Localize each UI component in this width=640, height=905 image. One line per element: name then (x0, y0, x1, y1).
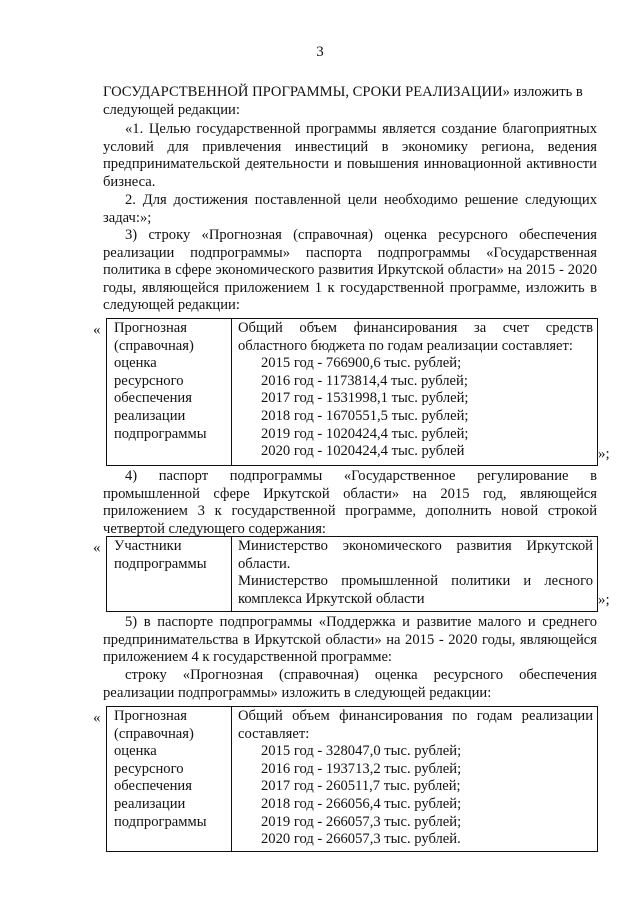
table3-left-line: Прогнозная (114, 708, 187, 724)
table1-open-quote: « (93, 322, 101, 338)
table2-right-line-1: Министерство экономического развития Иркутской области. (238, 538, 593, 572)
intro-line-1: ГОСУДАРСТВЕННОЙ ПРОГРАММЫ, СРОКИ РЕАЛИЗАЦИИ» изложить в (103, 84, 583, 100)
table3-left-line: ресурсного (114, 760, 184, 777)
item-5-paragraph: 5) в паспорте подпрограммы «Поддержка и развитие малого и среднего предпринимательства в Иркутской области» на 2015 - 2020 годы, являющейся приложением 4 к государственной программе: (103, 614, 597, 666)
table2-left-line: подпрограммы (114, 555, 207, 572)
table1-year-row: 2017 год - 1531998,1 тыс. рублей; (261, 390, 469, 407)
table3-year-row: 2019 год - 266057,3 тыс. рублей; (261, 813, 462, 830)
quote-goal-paragraph: «1. Целью государственной программы является создание благоприятных условий для привлечения инвестиций в экономику региона, ведения предпринимательской деятельности и повышения инновационной активности бизнеса. (103, 121, 597, 190)
table-1 (106, 318, 598, 466)
table1-left-text (114, 320, 227, 443)
table3-left-text (114, 708, 227, 831)
table3-left-cell (107, 707, 232, 851)
table1-left-cell (107, 319, 232, 465)
table3-year-row: 2016 год - 193713,2 тыс. рублей; (261, 760, 462, 777)
table1-left-line: оценка (114, 355, 157, 372)
table3-open-quote: « (93, 710, 101, 726)
table2-right-cell (232, 537, 597, 611)
table1-year-row: 2019 год - 1020424,4 тыс. рублей; (261, 425, 469, 442)
table3-left-line: подпрограммы (114, 813, 207, 830)
intro-line-2: следующей редакции: (103, 101, 240, 118)
table2-open-quote: « (93, 540, 101, 556)
table1-year-row: 2016 год - 1173814,4 тыс. рублей; (261, 372, 468, 389)
point-2-paragraph: 2. Для достижения поставленной цели необходимо решение следующих задач:»; (103, 192, 597, 226)
table2-right-line-2: Министерство промышленной политики и лесного комплекса Иркутской области (238, 573, 593, 607)
table3-left-line: обеспечения (114, 778, 192, 795)
table1-left-line: подпрограммы (114, 425, 207, 442)
table1-left-line: ресурсного (114, 372, 184, 389)
item-4-paragraph: 4) паспорт подпрограммы «Государственное регулирование в промышленной сфере Иркутской области» на 2015 год, являющейся приложением 3 к государственной программе, дополнить новой строкой четвертой следующего содержания: (103, 468, 597, 537)
table3-right-cell (232, 707, 597, 851)
table1-left-line: Прогнозная (114, 320, 187, 336)
table2-close-quote: »; (598, 592, 610, 608)
table-2 (106, 536, 598, 612)
table3-left-line: (справочная) (114, 725, 194, 742)
table2-left-cell (107, 537, 232, 611)
table1-close-quote: »; (598, 446, 610, 462)
table3-right-intro: Общий объем финансирования по годам реализации составляет: (238, 708, 593, 742)
table1-year-row: 2015 год - 766900,6 тыс. рублей; (261, 355, 462, 372)
table2-right-text (238, 538, 593, 608)
page-number: 3 (316, 44, 324, 60)
table1-right-cell (232, 319, 597, 465)
table1-year-row: 2020 год - 1020424,4 тыс. рублей (261, 443, 465, 460)
table1-right-text (238, 320, 593, 461)
table3-left-line: реализации (114, 795, 186, 812)
table3-year-row: 2020 год - 266057,3 тыс. рублей. (261, 831, 461, 848)
table-3 (106, 706, 598, 852)
table1-left-line: реализации (114, 407, 186, 424)
table2-left-text (114, 538, 227, 573)
table3-left-line: оценка (114, 743, 157, 760)
table1-left-line: (справочная) (114, 337, 194, 354)
table1-left-line: обеспечения (114, 390, 192, 407)
item-3-paragraph: 3) строку «Прогнозная (справочная) оценка ресурсного обеспечения реализации подпрограммы» паспорта подпрограммы «Государственная политика в сфере экономического развития Иркутской области» на 2015 - 2020 годы, являющейся приложением 1 к государственной программе, изложить в следующей редакции: (103, 227, 597, 314)
table3-right-text (238, 708, 593, 849)
intro-text (103, 84, 597, 119)
table3-year-row: 2018 год - 266056,4 тыс. рублей; (261, 795, 462, 812)
table2-left-line: Участники (114, 538, 182, 554)
table3-year-row: 2015 год - 328047,0 тыс. рублей; (261, 743, 462, 760)
table3-year-row: 2017 год - 260511,7 тыс. рублей; (261, 778, 461, 795)
table1-year-row: 2018 год - 1670551,5 тыс. рублей; (261, 407, 469, 424)
table1-right-intro: Общий объем финансирования за счет средств областного бюджета по годам реализации составляет: (238, 320, 593, 354)
item-5-sub-paragraph: строку «Прогнозная (справочная) оценка ресурсного обеспечения реализации подпрограммы» изложить в следующей редакции: (103, 667, 597, 701)
